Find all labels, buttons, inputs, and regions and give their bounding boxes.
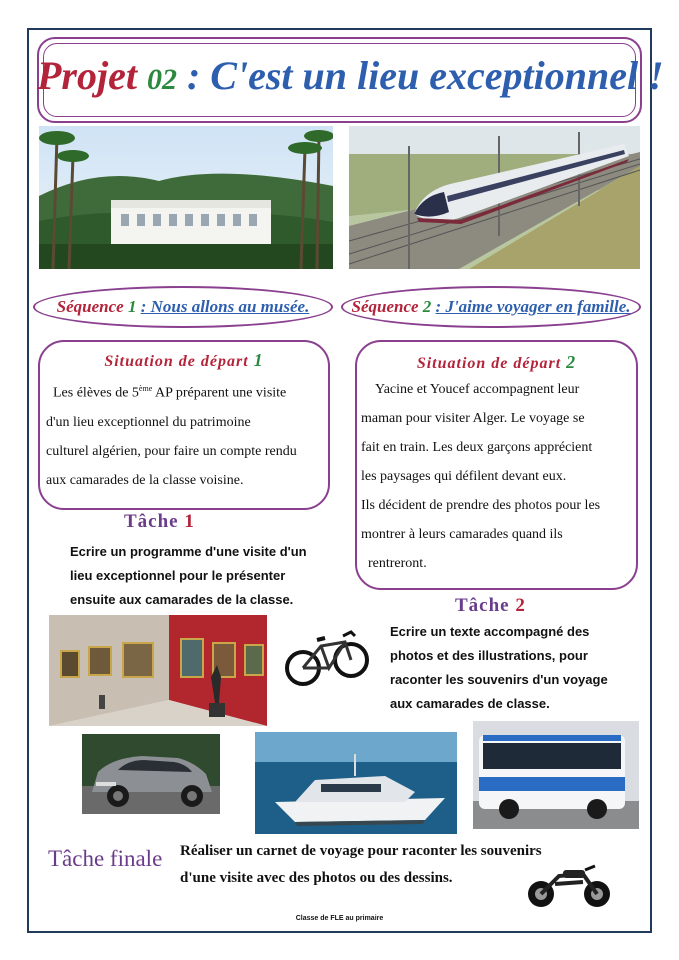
final-task-text: Réaliser un carnet de voyage pour raconter les souvenirs d'une visite avec des photos ou des dessins. xyxy=(180,843,542,886)
situation-2-text: Yacine et Youcef accompagnent leur maman pour visiter Alger. Le voyage se fait en train. Les deux garçons apprécient les paysages qui défilent devant eux. Ils décident de prendre des photos pour les montrer à leurs camarades quand ils rentreront. xyxy=(361,382,601,571)
situation-1-text: Les élèves de 5ème AP préparent une visite d'un lieu exceptionnel du patrimoine culturel algérien, pour faire un compte rendu aux camarades de la classe voisine. xyxy=(46,384,297,488)
situation-2-title: Situation de départ 2 xyxy=(416,352,577,372)
footer-caption: Classe de FLE au primaire xyxy=(295,915,384,922)
palace-photo xyxy=(39,126,333,269)
sequence-2-label: Séquence xyxy=(351,297,419,316)
sequence-2 xyxy=(341,286,641,328)
task-1-text: Ecrire un programme d'une visite d'un lieu exceptionnel pour le présenter ensuite aux camarades de la classe. xyxy=(70,544,307,607)
motorcycle-icon xyxy=(525,860,615,910)
situation-1-box xyxy=(38,340,330,510)
bicycle-icon xyxy=(285,616,369,692)
situation-1-title: Situation de départ 1 xyxy=(104,350,264,370)
task-2-title: Tâche 2 xyxy=(455,595,526,616)
title-text: : C'est un lieu exceptionnel ! xyxy=(186,53,664,98)
situation-2-box xyxy=(355,340,638,590)
task-2-text: Ecrire un texte accompagné des photos et des illustrations, pour raconter les souvenirs d'un voyage aux camarades de classe. xyxy=(390,624,608,711)
sequence-2-number: 2 xyxy=(422,297,432,316)
final-task-title: Tâche finale xyxy=(48,846,163,871)
train-photo xyxy=(349,126,640,269)
sequence-2-text: : J'aime voyager en famille. xyxy=(435,297,631,316)
car-photo xyxy=(82,734,220,814)
boat-photo xyxy=(255,732,457,834)
sequence-1 xyxy=(33,286,333,328)
bus-photo xyxy=(473,721,639,829)
task-1-title: Tâche 1 xyxy=(124,511,195,532)
page-title xyxy=(37,50,664,106)
sequence-1-number: 1 xyxy=(127,297,137,316)
sequence-1-text: : Nous allons au musée. xyxy=(140,297,310,316)
museum-photo xyxy=(49,615,267,726)
title-number: 02 xyxy=(146,63,177,96)
sequence-1-label: Séquence xyxy=(56,297,124,316)
title-projet: Projet xyxy=(37,53,137,98)
